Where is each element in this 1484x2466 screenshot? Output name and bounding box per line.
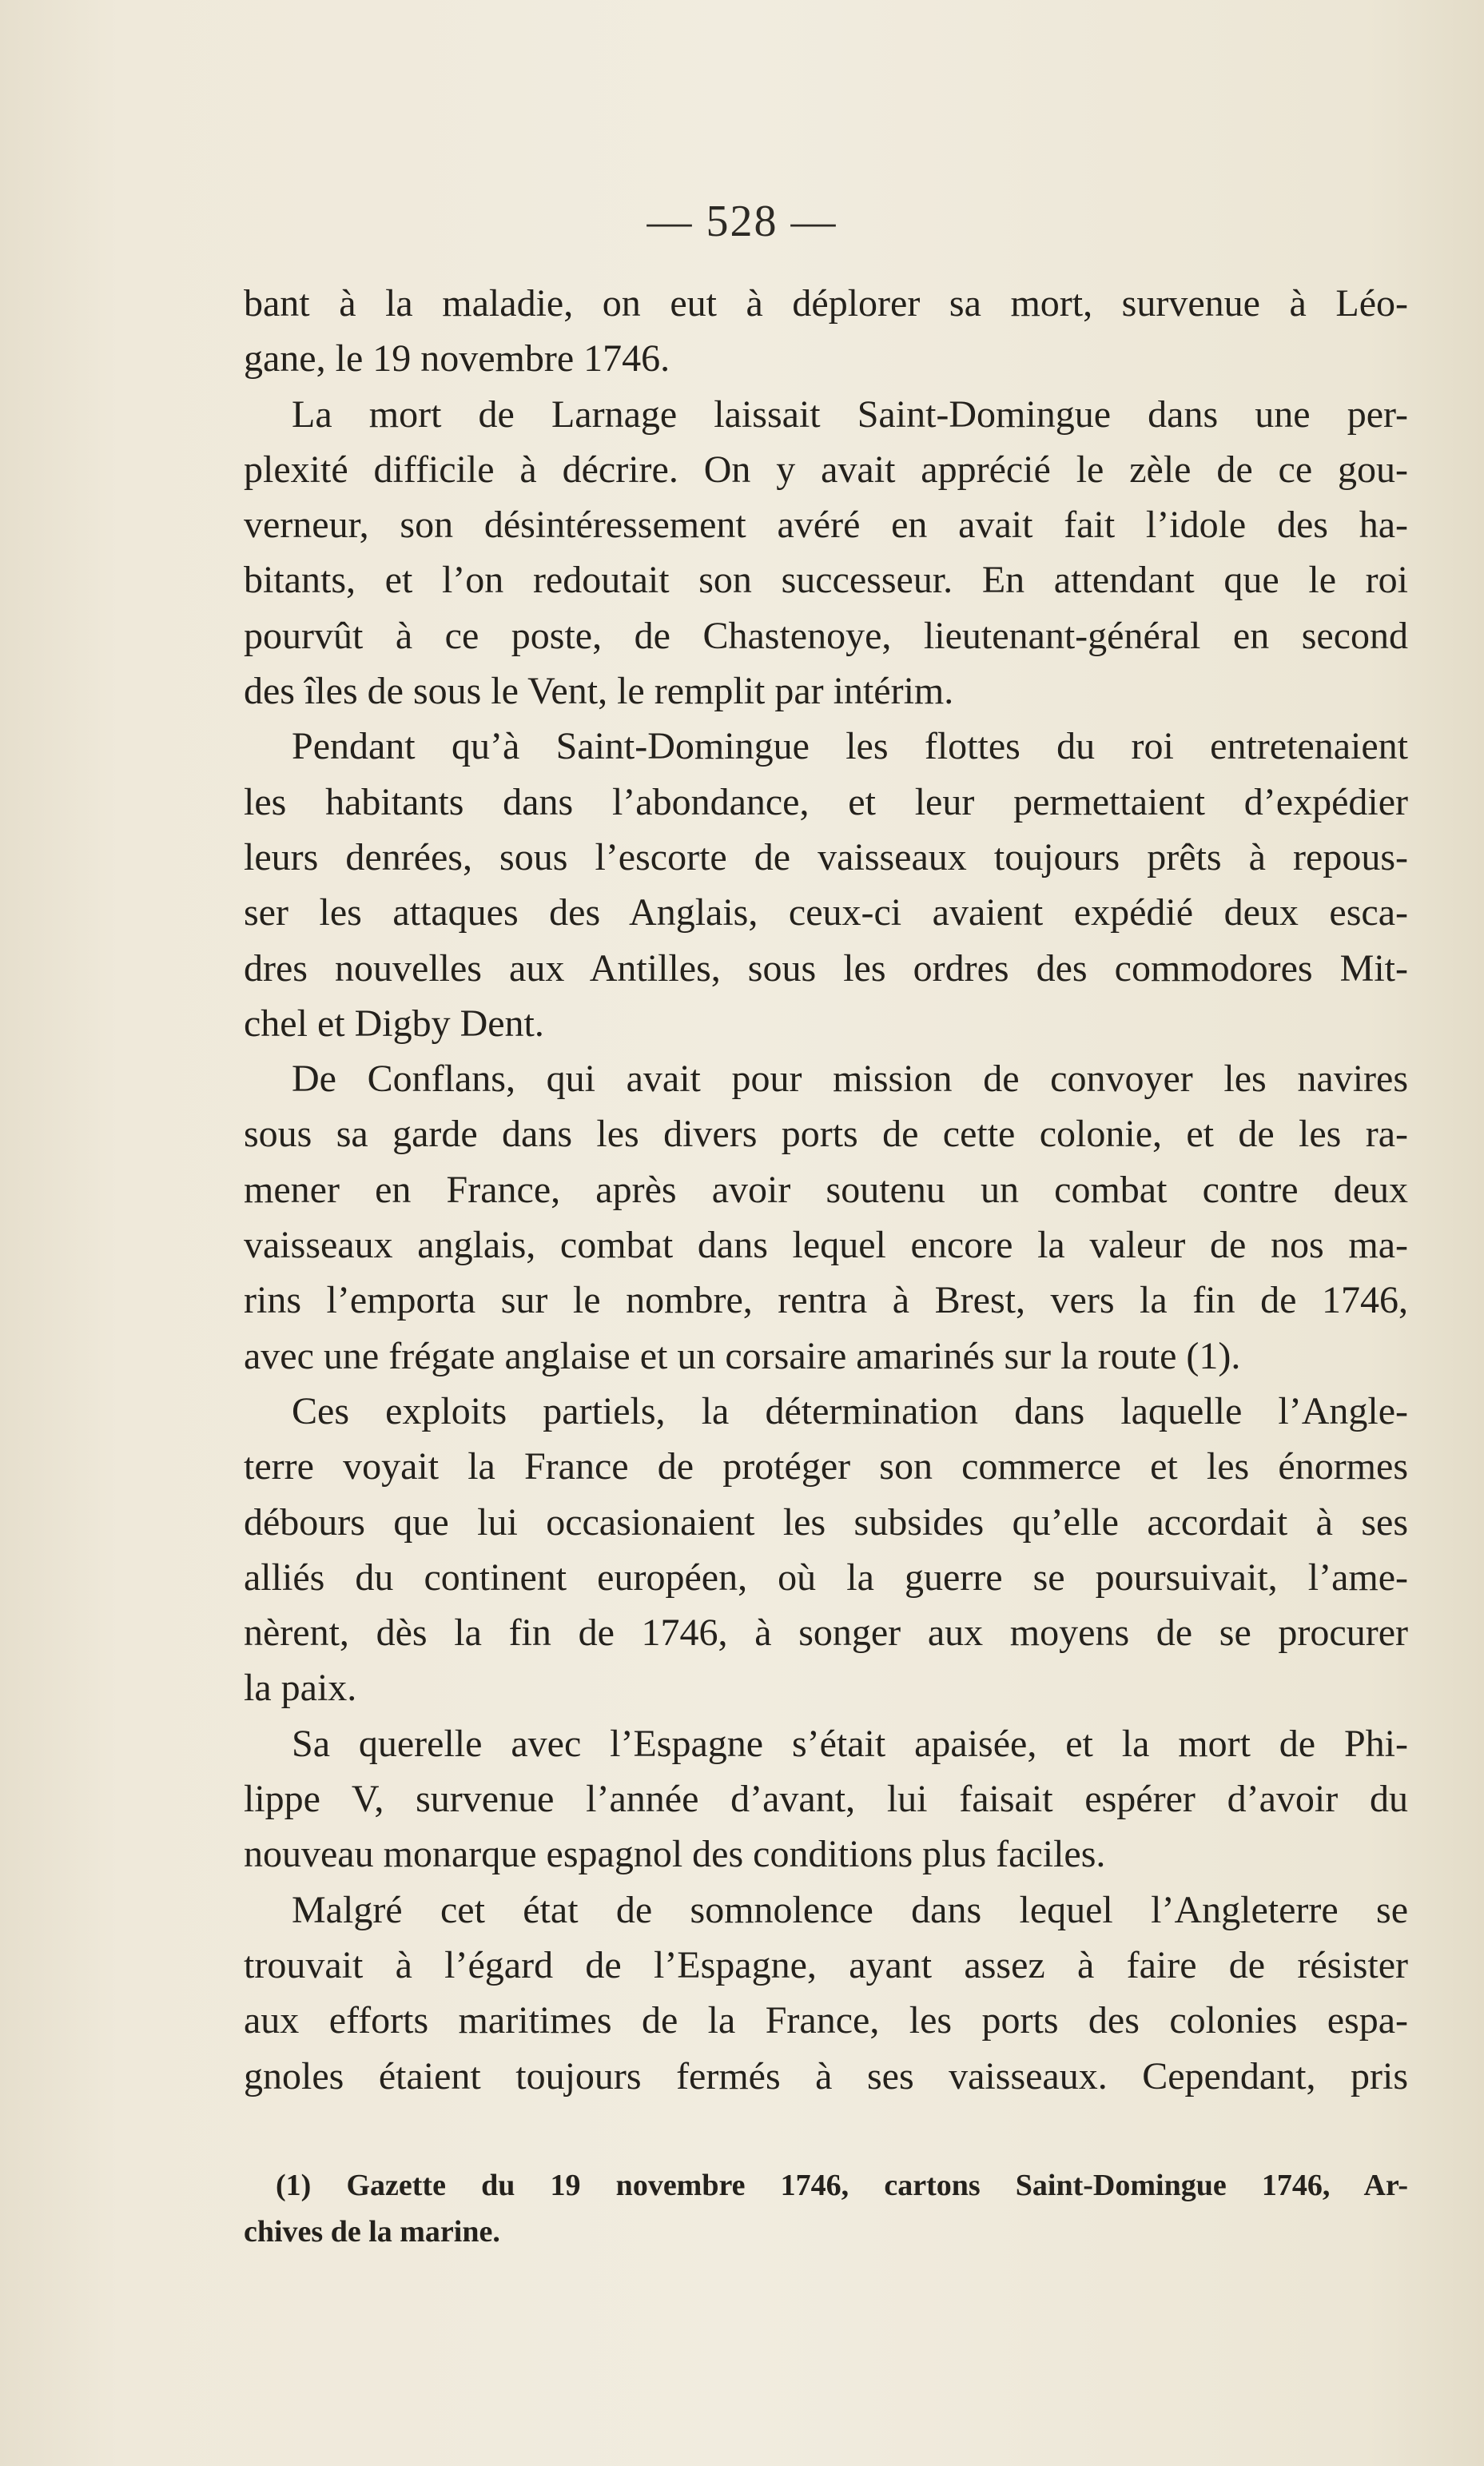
text-line: gnoles étaient toujours fermés à ses vaisseaux. Cependant, pris — [244, 2054, 1408, 2097]
text-line: pourvût à ce poste, de Chastenoye, lieutenant-général en second — [244, 614, 1408, 657]
text-line: vaisseaux anglais, combat dans lequel encore la valeur de nos ma- — [244, 1224, 1408, 1267]
text-line: terre voyait la France de protéger son commerce et les énormes — [244, 1445, 1408, 1488]
text-line: rins l’emporta sur le nombre, rentra à Brest, vers la fin de 1746, — [244, 1279, 1408, 1322]
text-line: dres nouvelles aux Antilles, sous les ordres des commodores Mit- — [244, 946, 1408, 990]
text-line: Malgré cet état de somnolence dans lequel l’Angleterre se — [292, 1888, 1408, 1931]
text-line: Pendant qu’à Saint-Domingue les flottes du roi entretenaient — [292, 725, 1408, 768]
text-line: nèrent, dès la fin de 1746, à songer aux moyens de se procurer — [244, 1611, 1408, 1655]
text-line: aux efforts maritimes de la France, les ports des colonies espa- — [244, 1999, 1408, 2042]
text-line: la paix. — [244, 1667, 357, 1710]
body-text — [244, 276, 1408, 2104]
footnote-line: chives de la marine. — [244, 2215, 500, 2249]
footnote-line: (1) Gazette du 19 novembre 1746, cartons Saint-Domingue 1746, Ar- — [276, 2169, 1408, 2202]
text-line: des îles de sous le Vent, le remplit par intérim. — [244, 670, 954, 713]
text-line: leurs denrées, sous l’escorte de vaisseaux toujours prêts à repous- — [244, 835, 1408, 878]
text-line: alliés du continent européen, où la guerre se poursuivait, l’ame- — [244, 1556, 1408, 1599]
page-number: — 528 — — [647, 197, 837, 246]
text-line: Ces exploits partiels, la détermination dans laquelle l’Angle- — [292, 1389, 1408, 1432]
text-line: plexité difficile à décrire. On y avait apprécié le zèle de ce gou- — [244, 448, 1408, 491]
text-line: chel et Digby Dent. — [244, 1002, 544, 1045]
text-line: verneur, son désintéressement avéré en avait fait l’idole des ha- — [244, 504, 1408, 547]
text-line: bitants, et l’on redoutait son successeur. En attendant que le roi — [244, 559, 1408, 602]
text-line: sous sa garde dans les divers ports de cette colonie, et de les ra- — [244, 1113, 1408, 1156]
text-line: ser les attaques des Anglais, ceux-ci avaient expédié deux esca- — [244, 891, 1408, 934]
text-line: débours que lui occasionaient les subsides qu’elle accordait à ses — [244, 1500, 1408, 1544]
footnote — [244, 2162, 1408, 2255]
text-line: bant à la maladie, on eut à déplorer sa mort, survenue à Léo- — [244, 282, 1408, 325]
text-line: La mort de Larnage laissait Saint-Domingue dans une per- — [292, 392, 1408, 436]
text-line: lippe V, survenue l’année d’avant, lui faisait espérer d’avoir du — [244, 1778, 1408, 1821]
text-line: les habitants dans l’abondance, et leur permettaient d’expédier — [244, 780, 1408, 823]
text-line: avec une frégate anglaise et un corsaire amarinés sur la route (1). — [244, 1334, 1241, 1377]
text-line: De Conflans, qui avait pour mission de convoyer les navires — [292, 1058, 1408, 1101]
text-line: Sa querelle avec l’Espagne s’était apaisée, et la mort de Phi- — [292, 1722, 1408, 1765]
text-line: nouveau monarque espagnol des conditions plus faciles. — [244, 1833, 1106, 1876]
text-line: gane, le 19 novembre 1746. — [244, 337, 670, 380]
text-line: mener en France, après avoir soutenu un combat contre deux — [244, 1168, 1408, 1211]
text-line: trouvait à l’égard de l’Espagne, ayant assez à faire de résister — [244, 1943, 1408, 1986]
